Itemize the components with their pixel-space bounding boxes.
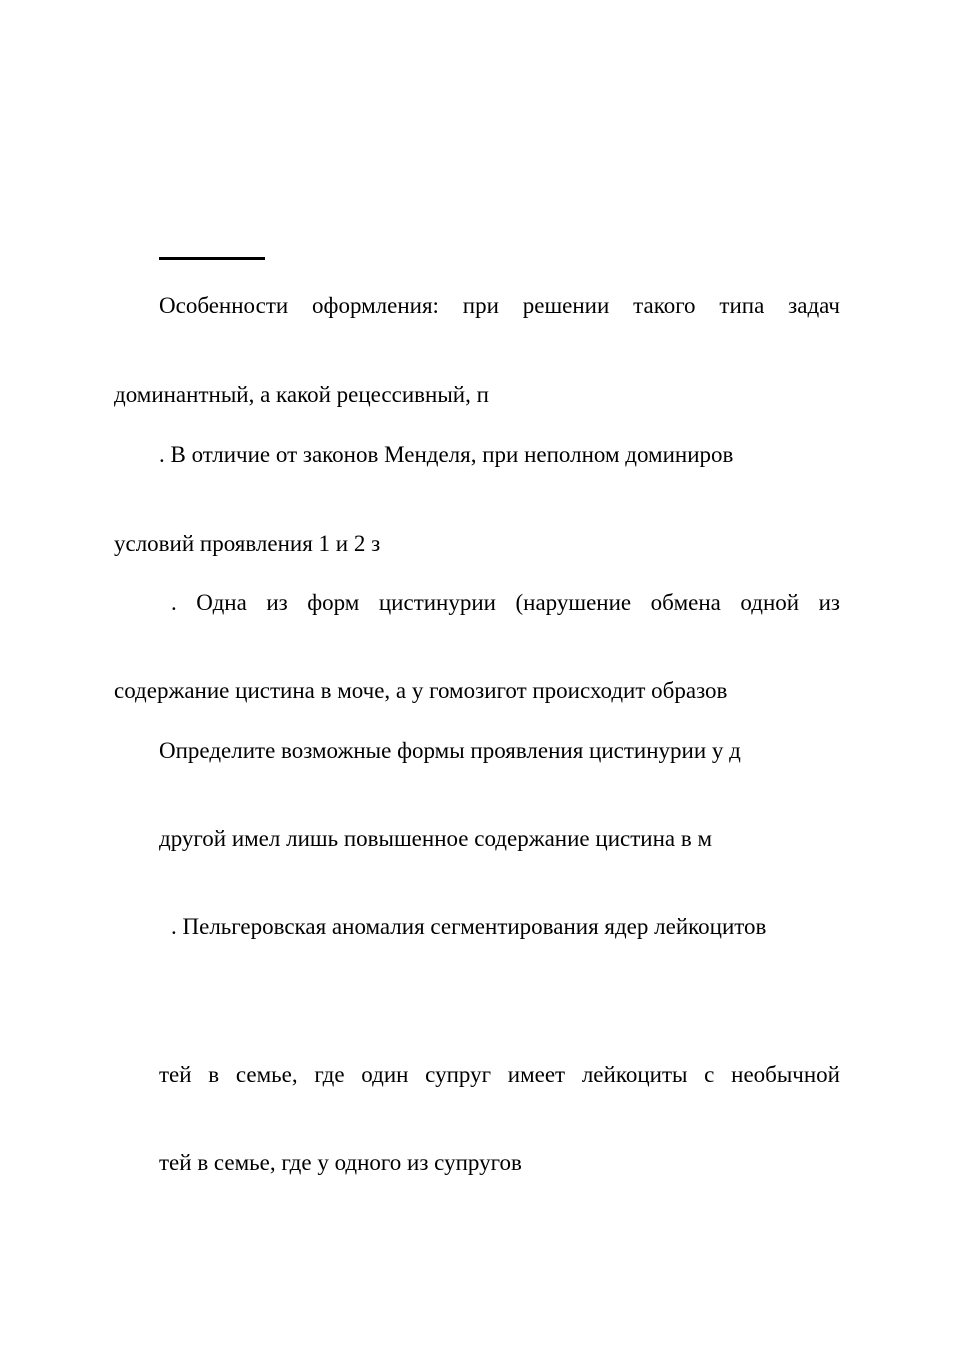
text-line-9: . Пельгеровская аномалия сегментирования ядер лейкоцитов <box>171 914 767 939</box>
text-line-11: тей в семье, где у одного из супругов <box>159 1150 522 1175</box>
text-line-8: другой имел лишь повышенное содержание цистина в м <box>159 826 712 851</box>
text-line-10: тей в семье, где один супруг имеет лейкоциты с необычной <box>159 1062 840 1087</box>
text-line-6: содержание цистина в моче, а у гомозигот происходит образов <box>114 678 728 703</box>
text-line-2: доминантный, а какой рецессивный, п <box>114 382 489 407</box>
text-line-4: условий проявления 1 и 2 з <box>114 531 381 556</box>
text-line-3: . В отличие от законов Менделя, при неполном доминиров <box>159 442 734 467</box>
footnote-separator-rule <box>159 257 265 260</box>
text-line-1: Особенности оформления: при решении такого типа задач <box>159 293 840 318</box>
text-line-5: . Одна из форм цистинурии (нарушение обмена одной из <box>171 590 840 615</box>
text-line-7: Определите возможные формы проявления цистинурии у д <box>159 738 741 763</box>
